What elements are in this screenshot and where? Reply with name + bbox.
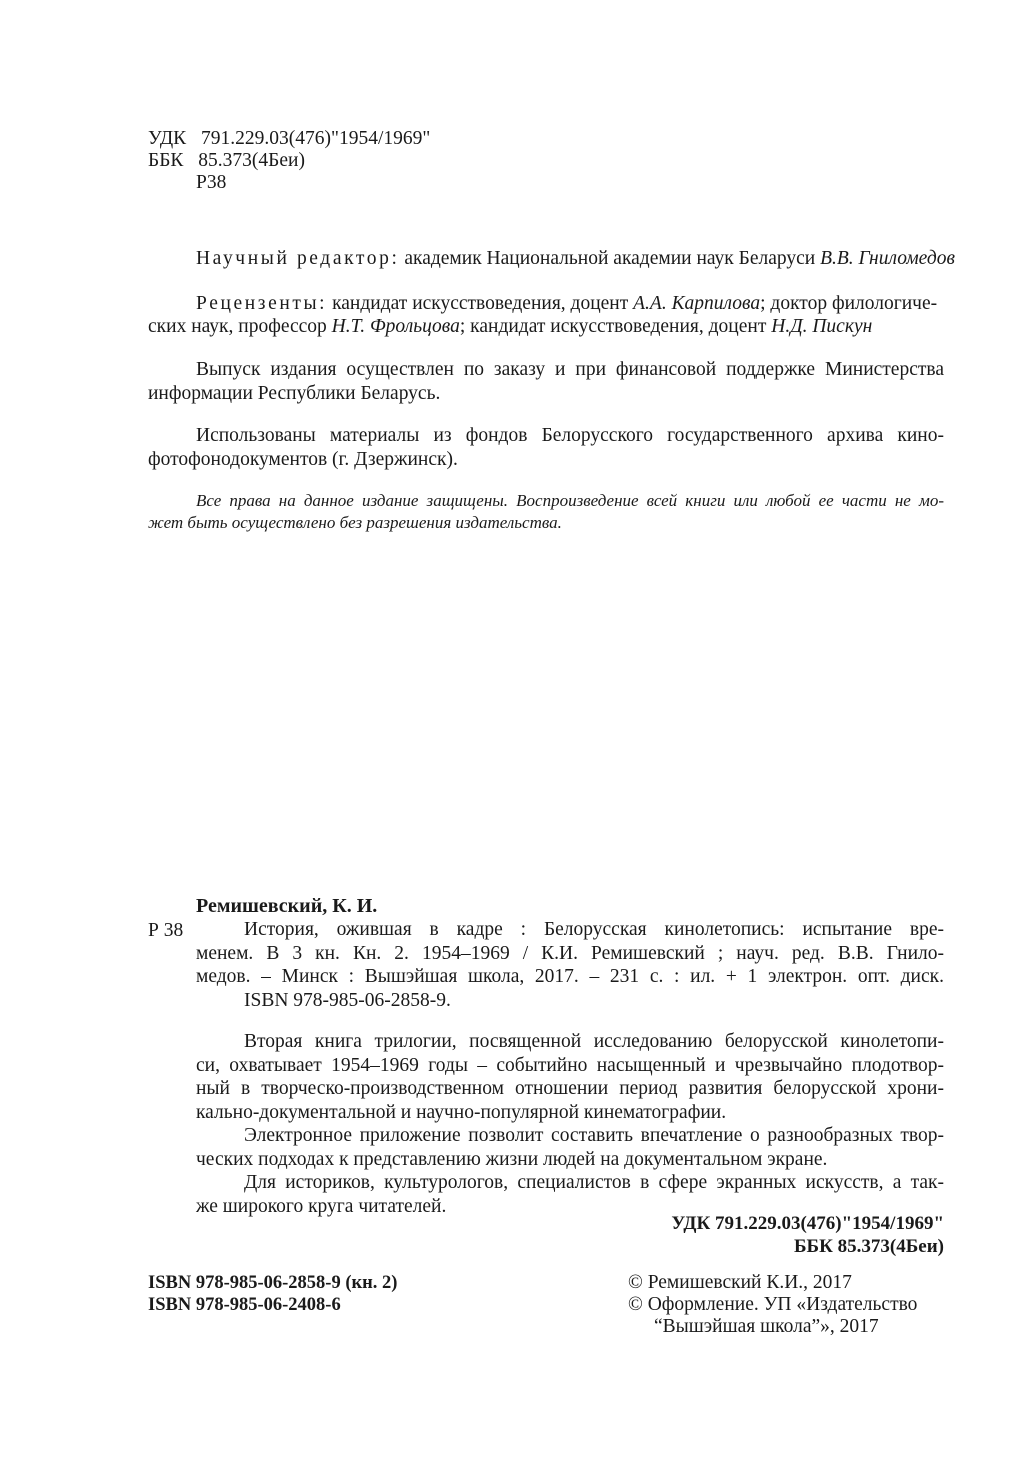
editor-name: В.В. Гниломедов xyxy=(820,248,955,269)
reviewers-text2: ; доктор филологиче- xyxy=(760,293,938,314)
funding-line-2: информации Республики Беларусь. xyxy=(148,382,441,404)
isbn-volume: ISBN 978-985-06-2858-9 (кн. 2) xyxy=(148,1273,398,1293)
reviewers-line1 xyxy=(196,293,937,315)
catalog-line-2: менем. В 3 кн. Кн. 2. 1954–1969 / К.И. Ремишевский ; науч. ред. В.В. Гнило- xyxy=(196,942,944,964)
bottom-codes xyxy=(671,1212,944,1258)
materials-note xyxy=(148,424,944,471)
annotation-p1-line-3: ный в творческо-производственном отношении период развития белорусской хрони- xyxy=(196,1078,944,1099)
bbk-bottom: ББК 85.373(4Беи) xyxy=(794,1236,944,1257)
catalog-line-1: История, ожившая в кадре : Белорусская кинолетопись: испытание вре- xyxy=(244,919,944,940)
copyright-author: © Ремишевский К.И., 2017 xyxy=(628,1272,852,1293)
udk-label: УДК xyxy=(148,128,187,149)
reviewer-name-1: А.А. Карпилова xyxy=(633,293,761,314)
annotation-p3-line-1: Для историков, культурологов, специалистов в сфере экранных искусств, а так- xyxy=(244,1172,944,1193)
bbk-top xyxy=(148,150,305,172)
annotation-p1-line-4: кально-документальной и научно-популярной кинематографии. xyxy=(196,1101,727,1123)
annotation-p1-line-1: Вторая книга трилогии, посвященной исследованию белорусской кинолетопи- xyxy=(244,1031,944,1052)
catalog-line-3: медов. – Минск : Вышэйшая школа, 2017. – 231 с. : ил. + 1 электрон. опт. диск. xyxy=(196,966,944,987)
funding-line-1: Выпуск издания осуществлен по заказу и при финансовой поддержке Министерства xyxy=(196,359,944,380)
reviewer-name-3: Н.Д. Пискун xyxy=(771,316,873,337)
catalog-description xyxy=(196,918,944,1012)
annotation-p2-line-1: Электронное приложение позволит составить впечатление о разнообразных твор- xyxy=(244,1125,944,1146)
annotation-p2-line-2: ческих подходах к представлению жизни людей на документальном экране. xyxy=(196,1148,828,1170)
reviewers-line2 xyxy=(148,316,872,338)
copyright-design: © Оформление. УП «Издательство xyxy=(628,1294,918,1315)
annotation xyxy=(196,1030,944,1218)
author-mark-top: Р38 xyxy=(196,172,227,193)
editor-line xyxy=(196,248,955,270)
copyright-block xyxy=(628,1272,917,1338)
copyright-publisher: “Вышэйшая школа”», 2017 xyxy=(654,1316,879,1337)
isbn-block xyxy=(148,1272,397,1316)
annotation-p1-line-2: си, охватывает 1954–1969 годы – событийно насыщенный и чрезвычайно плодотвор- xyxy=(196,1054,944,1076)
reviewers-text3: ских наук, профессор xyxy=(148,316,327,337)
rights-notice xyxy=(148,490,944,534)
materials-line-2: фотофонодокументов (г. Дзержинск). xyxy=(148,448,458,470)
reviewers-label: Рецензенты: xyxy=(196,293,328,314)
reviewer-name-2: Н.Т. Фрольцова xyxy=(331,316,460,337)
bbk-label: ББК xyxy=(148,150,184,171)
annotation-p3-line-2: же широкого круга читателей. xyxy=(196,1195,447,1217)
funding-note xyxy=(148,358,944,405)
editor-text: академик Национальной академии наук Беларуси xyxy=(404,248,816,269)
udk-value: 791.229.03(476)"1954/1969" xyxy=(201,128,431,149)
reviewers-text4: ; кандидат искусствоведения, доцент xyxy=(459,316,767,337)
editor-label: Научный редактор: xyxy=(196,248,400,269)
isbn-series: ISBN 978-985-06-2408-6 xyxy=(148,1295,341,1315)
rights-line-2: жет быть осуществлено без разрешения издательства. xyxy=(148,513,562,532)
bbk-value: 85.373(4Беи) xyxy=(198,150,305,171)
udk-top xyxy=(148,128,430,150)
rights-line-1: Все права на данное издание защищены. Воспроизведение всей книги или любой ее части не мо- xyxy=(196,491,944,510)
catalog-mark: Р 38 xyxy=(148,920,184,941)
reviewers-text1: кандидат искусствоведения, доцент xyxy=(332,293,629,314)
catalog-isbn: ISBN 978-985-06-2858-9. xyxy=(244,989,451,1011)
udk-bottom: УДК 791.229.03(476)"1954/1969" xyxy=(671,1213,944,1234)
materials-line-1: Использованы материалы из фондов Белорусского государственного архива кино- xyxy=(196,425,944,446)
catalog-author: Ремишевский, К. И. xyxy=(196,895,378,917)
